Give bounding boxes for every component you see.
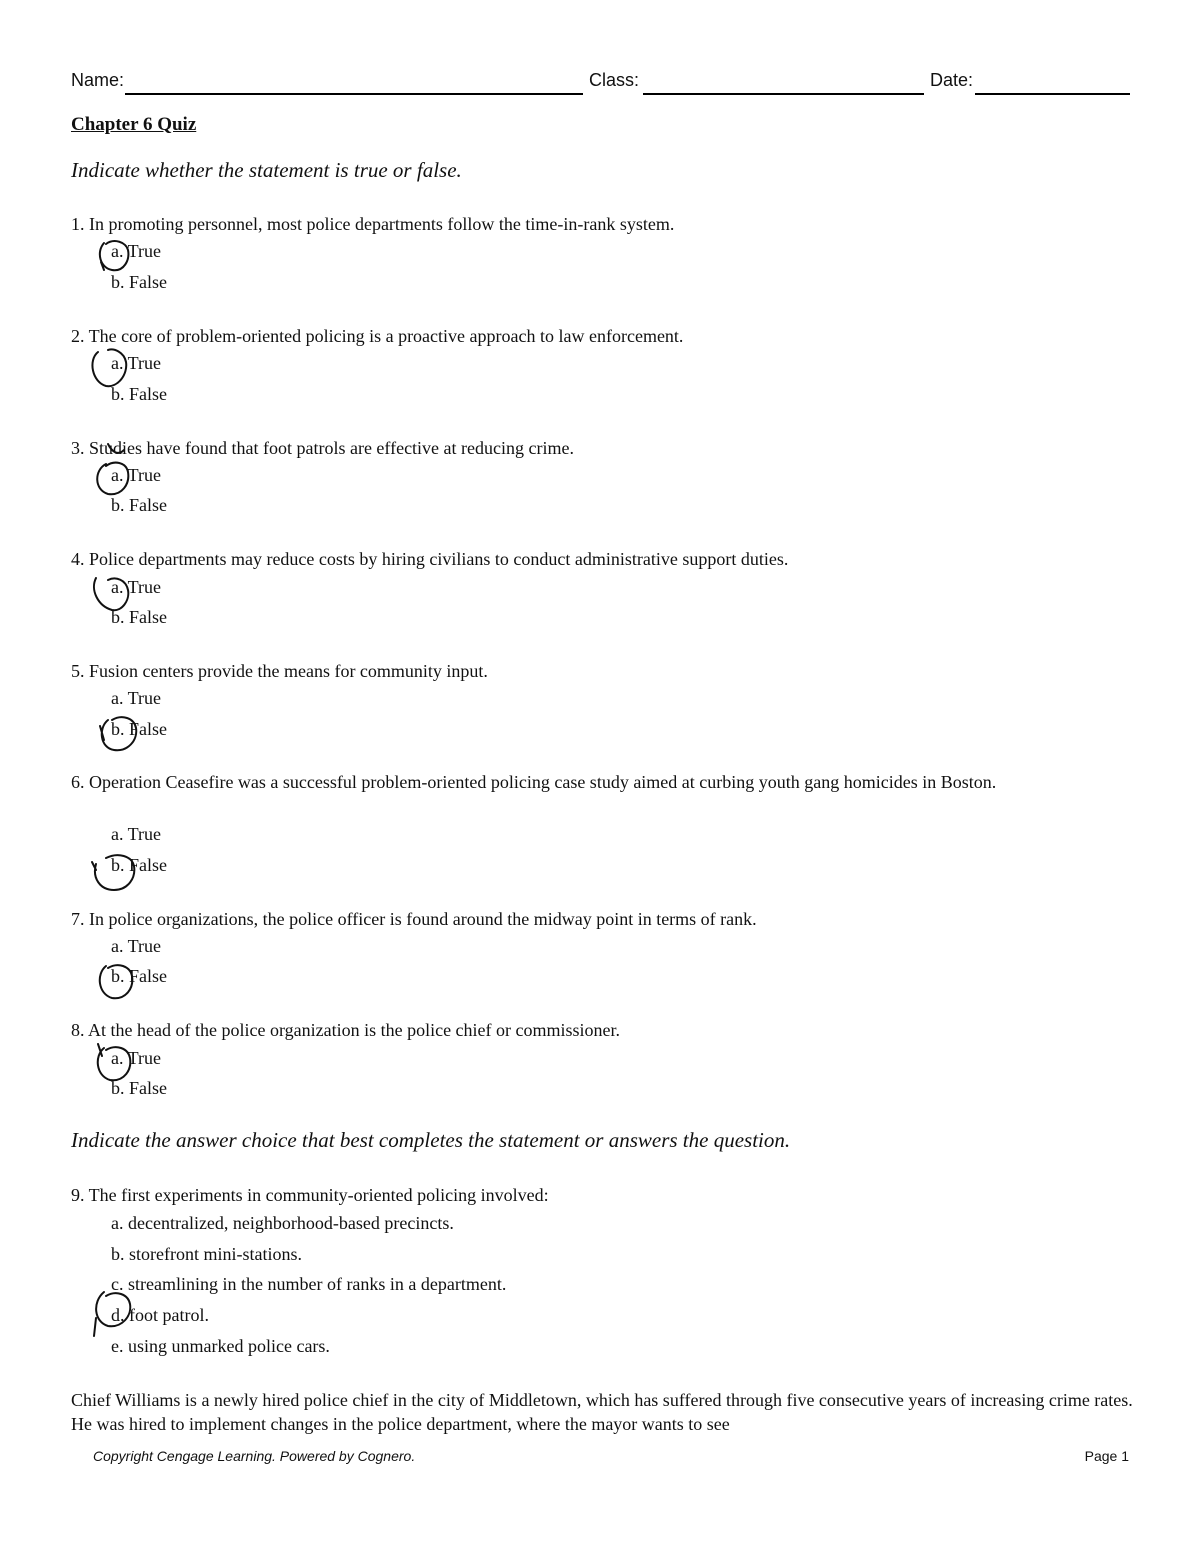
q9-option-d[interactable]: d. foot patrol. — [111, 1305, 209, 1325]
q1-option-b[interactable]: b. False — [111, 272, 167, 292]
mc-instruction: Indicate the answer choice that best completes the statement or answers the question. — [71, 1128, 791, 1152]
q2-option-a[interactable]: a. True — [111, 353, 162, 373]
q1-option-a[interactable]: a. True — [111, 241, 162, 261]
question-3: 3. Studies have found that foot patrols are effective at reducing crime. — [71, 438, 574, 458]
class-field[interactable] — [643, 93, 924, 95]
q6-option-a[interactable]: a. True — [111, 824, 162, 844]
q4-option-a[interactable]: a. True — [111, 577, 162, 597]
question-5: 5. Fusion centers provide the means for community input. — [71, 661, 488, 681]
question-9: 9. The first experiments in community-oriented policing involved: — [71, 1185, 549, 1205]
date-field[interactable] — [975, 93, 1130, 95]
date-label: Date: — [930, 70, 974, 90]
q8-option-a[interactable]: a. True — [111, 1048, 162, 1068]
question-8: 8. At the head of the police organization is the police chief or commissioner. — [71, 1020, 621, 1040]
question-1: 1. In promoting personnel, most police departments follow the time-in-rank system. — [71, 214, 675, 234]
question-7: 7. In police organizations, the police officer is found around the midway point in terms of rank. — [71, 909, 757, 929]
q5-option-a[interactable]: a. True — [111, 688, 162, 708]
q5-option-b[interactable]: b. False — [111, 719, 167, 739]
q2-option-b[interactable]: b. False — [111, 384, 167, 404]
q4-option-b[interactable]: b. False — [111, 607, 167, 627]
question-6: 6. Operation Ceasefire was a successful problem-oriented policing case study aimed at curbing youth gang homicides in Boston. — [71, 772, 997, 792]
q7-option-b[interactable]: b. False — [111, 966, 167, 986]
q9-option-a[interactable]: a. decentralized, neighborhood-based precincts. — [111, 1213, 454, 1233]
tf-instruction: Indicate whether the statement is true or false. — [71, 158, 462, 182]
scenario-paragraph: Chief Williams is a newly hired police chief in the city of Middletown, which has suffered through five consecutive years of increasing crime rates. He was hired to implement changes in the police department, where the mayor wants to see — [71, 1390, 1133, 1434]
question-2: 2. The core of problem-oriented policing is a proactive approach to law enforcement. — [71, 326, 684, 346]
page-title: Chapter 6 Quiz — [71, 114, 197, 135]
q9-option-c[interactable]: c. streamlining in the number of ranks in a department. — [111, 1274, 507, 1294]
q6-option-b[interactable]: b. False — [111, 855, 167, 875]
q8-option-b[interactable]: b. False — [111, 1078, 167, 1098]
q3-option-a[interactable]: a. True — [111, 465, 162, 485]
q9-option-b[interactable]: b. storefront mini-stations. — [111, 1244, 302, 1264]
q3-option-b[interactable]: b. False — [111, 495, 167, 515]
q7-option-a[interactable]: a. True — [111, 936, 162, 956]
question-4: 4. Police departments may reduce costs by hiring civilians to conduct administrative support duties. — [71, 549, 789, 569]
footer-page-number: Page 1 — [1084, 1448, 1129, 1464]
name-field[interactable] — [125, 93, 583, 95]
name-label: Name: — [71, 70, 125, 90]
q9-option-e[interactable]: e. using unmarked police cars. — [111, 1336, 330, 1356]
footer-copyright: Copyright Cengage Learning. Powered by Cognero. — [93, 1448, 416, 1464]
class-label: Class: — [589, 70, 640, 90]
